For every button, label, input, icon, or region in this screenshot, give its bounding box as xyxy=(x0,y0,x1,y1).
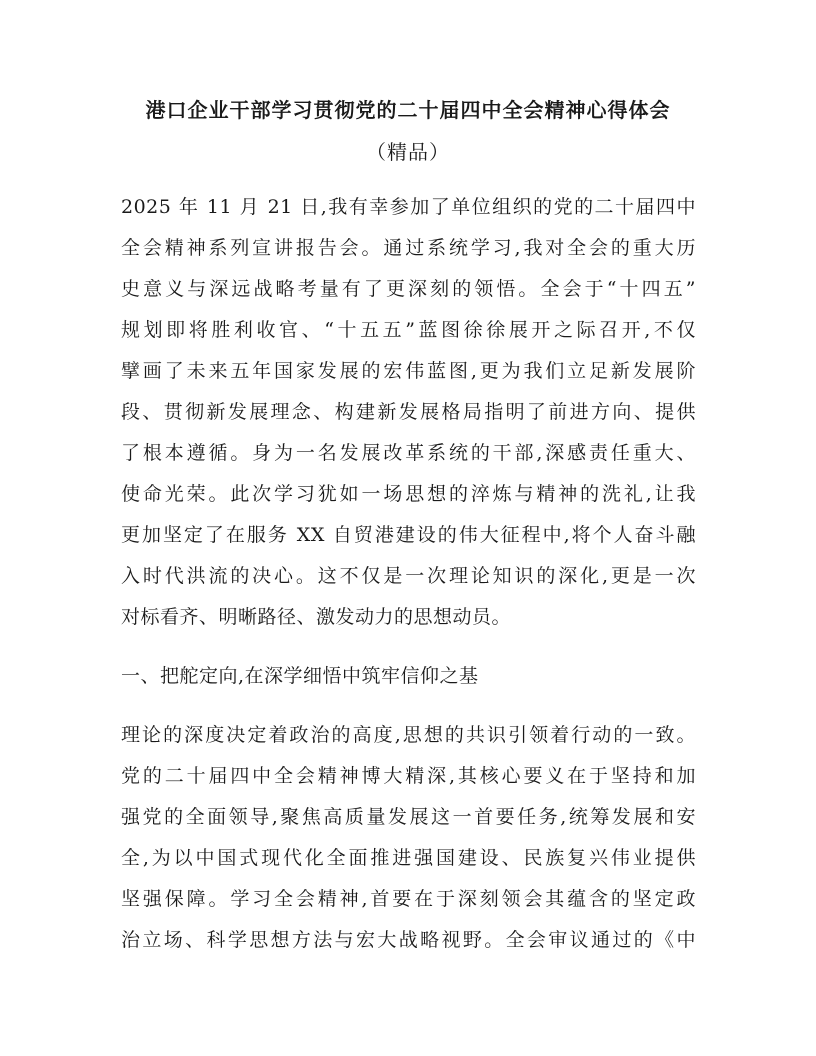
paragraph-line: 使命光荣。此次学习犹如一场思想的淬炼与精神的洗礼,让我 xyxy=(121,483,696,505)
paragraph-line: 对标看齐、明晰路径、激发动力的思想动员。 xyxy=(121,606,512,628)
paragraph-line: 了根本遵循。身为一名发展改革系统的干部,深感责任重大、 xyxy=(121,442,696,464)
paragraph-line: 治立场、科学思想方法与宏大战略视野。全会审议通过的《中 xyxy=(121,929,696,951)
paragraph-line: 全,为以中国式现代化全面推进强国建设、民族复兴伟业提供 xyxy=(121,847,696,869)
paragraph-line: 党的二十届四中全会精神博大精深,其核心要义在于坚持和加 xyxy=(121,765,696,787)
paragraph-line: 入时代洪流的决心。这不仅是一次理论知识的深化,更是一次 xyxy=(121,565,696,587)
paragraph-line: 史意义与深远战略考量有了更深刻的领悟。全会于“十四五” xyxy=(121,278,696,300)
paragraph-line: 强党的全面领导,聚焦高质量发展这一首要任务,统筹发展和安 xyxy=(121,806,696,828)
document-subtitle: （精品） xyxy=(366,140,450,164)
paragraph-line: 规划即将胜利收官、“十五五”蓝图徐徐展开之际召开,不仅 xyxy=(121,319,696,341)
paragraph-line: 擘画了未来五年国家发展的宏伟蓝图,更为我们立足新发展阶 xyxy=(121,360,696,382)
document-title: 港口企业干部学习贯彻党的二十届四中全会精神心得体会 xyxy=(145,98,671,122)
paragraph-line: 更加坚定了在服务 XX 自贸港建设的伟大征程中,将个人奋斗融 xyxy=(121,524,696,546)
paragraph-line: 理论的深度决定着政治的高度,思想的共识引领着行动的一致。 xyxy=(121,724,696,746)
paragraph-line: 2025 年 11 月 21 日,我有幸参加了单位组织的党的二十届四中 xyxy=(121,196,696,218)
paragraph-line: 全会精神系列宣讲报告会。通过系统学习,我对全会的重大历 xyxy=(121,237,696,259)
paragraph-line: 段、贯彻新发展理念、构建新发展格局指明了前进方向、提供 xyxy=(121,401,696,423)
section-heading: 一、把舵定向,在深学细悟中筑牢信仰之基 xyxy=(121,665,479,687)
paragraph-line: 坚强保障。学习全会精神,首要在于深刻领会其蕴含的坚定政 xyxy=(121,888,696,910)
